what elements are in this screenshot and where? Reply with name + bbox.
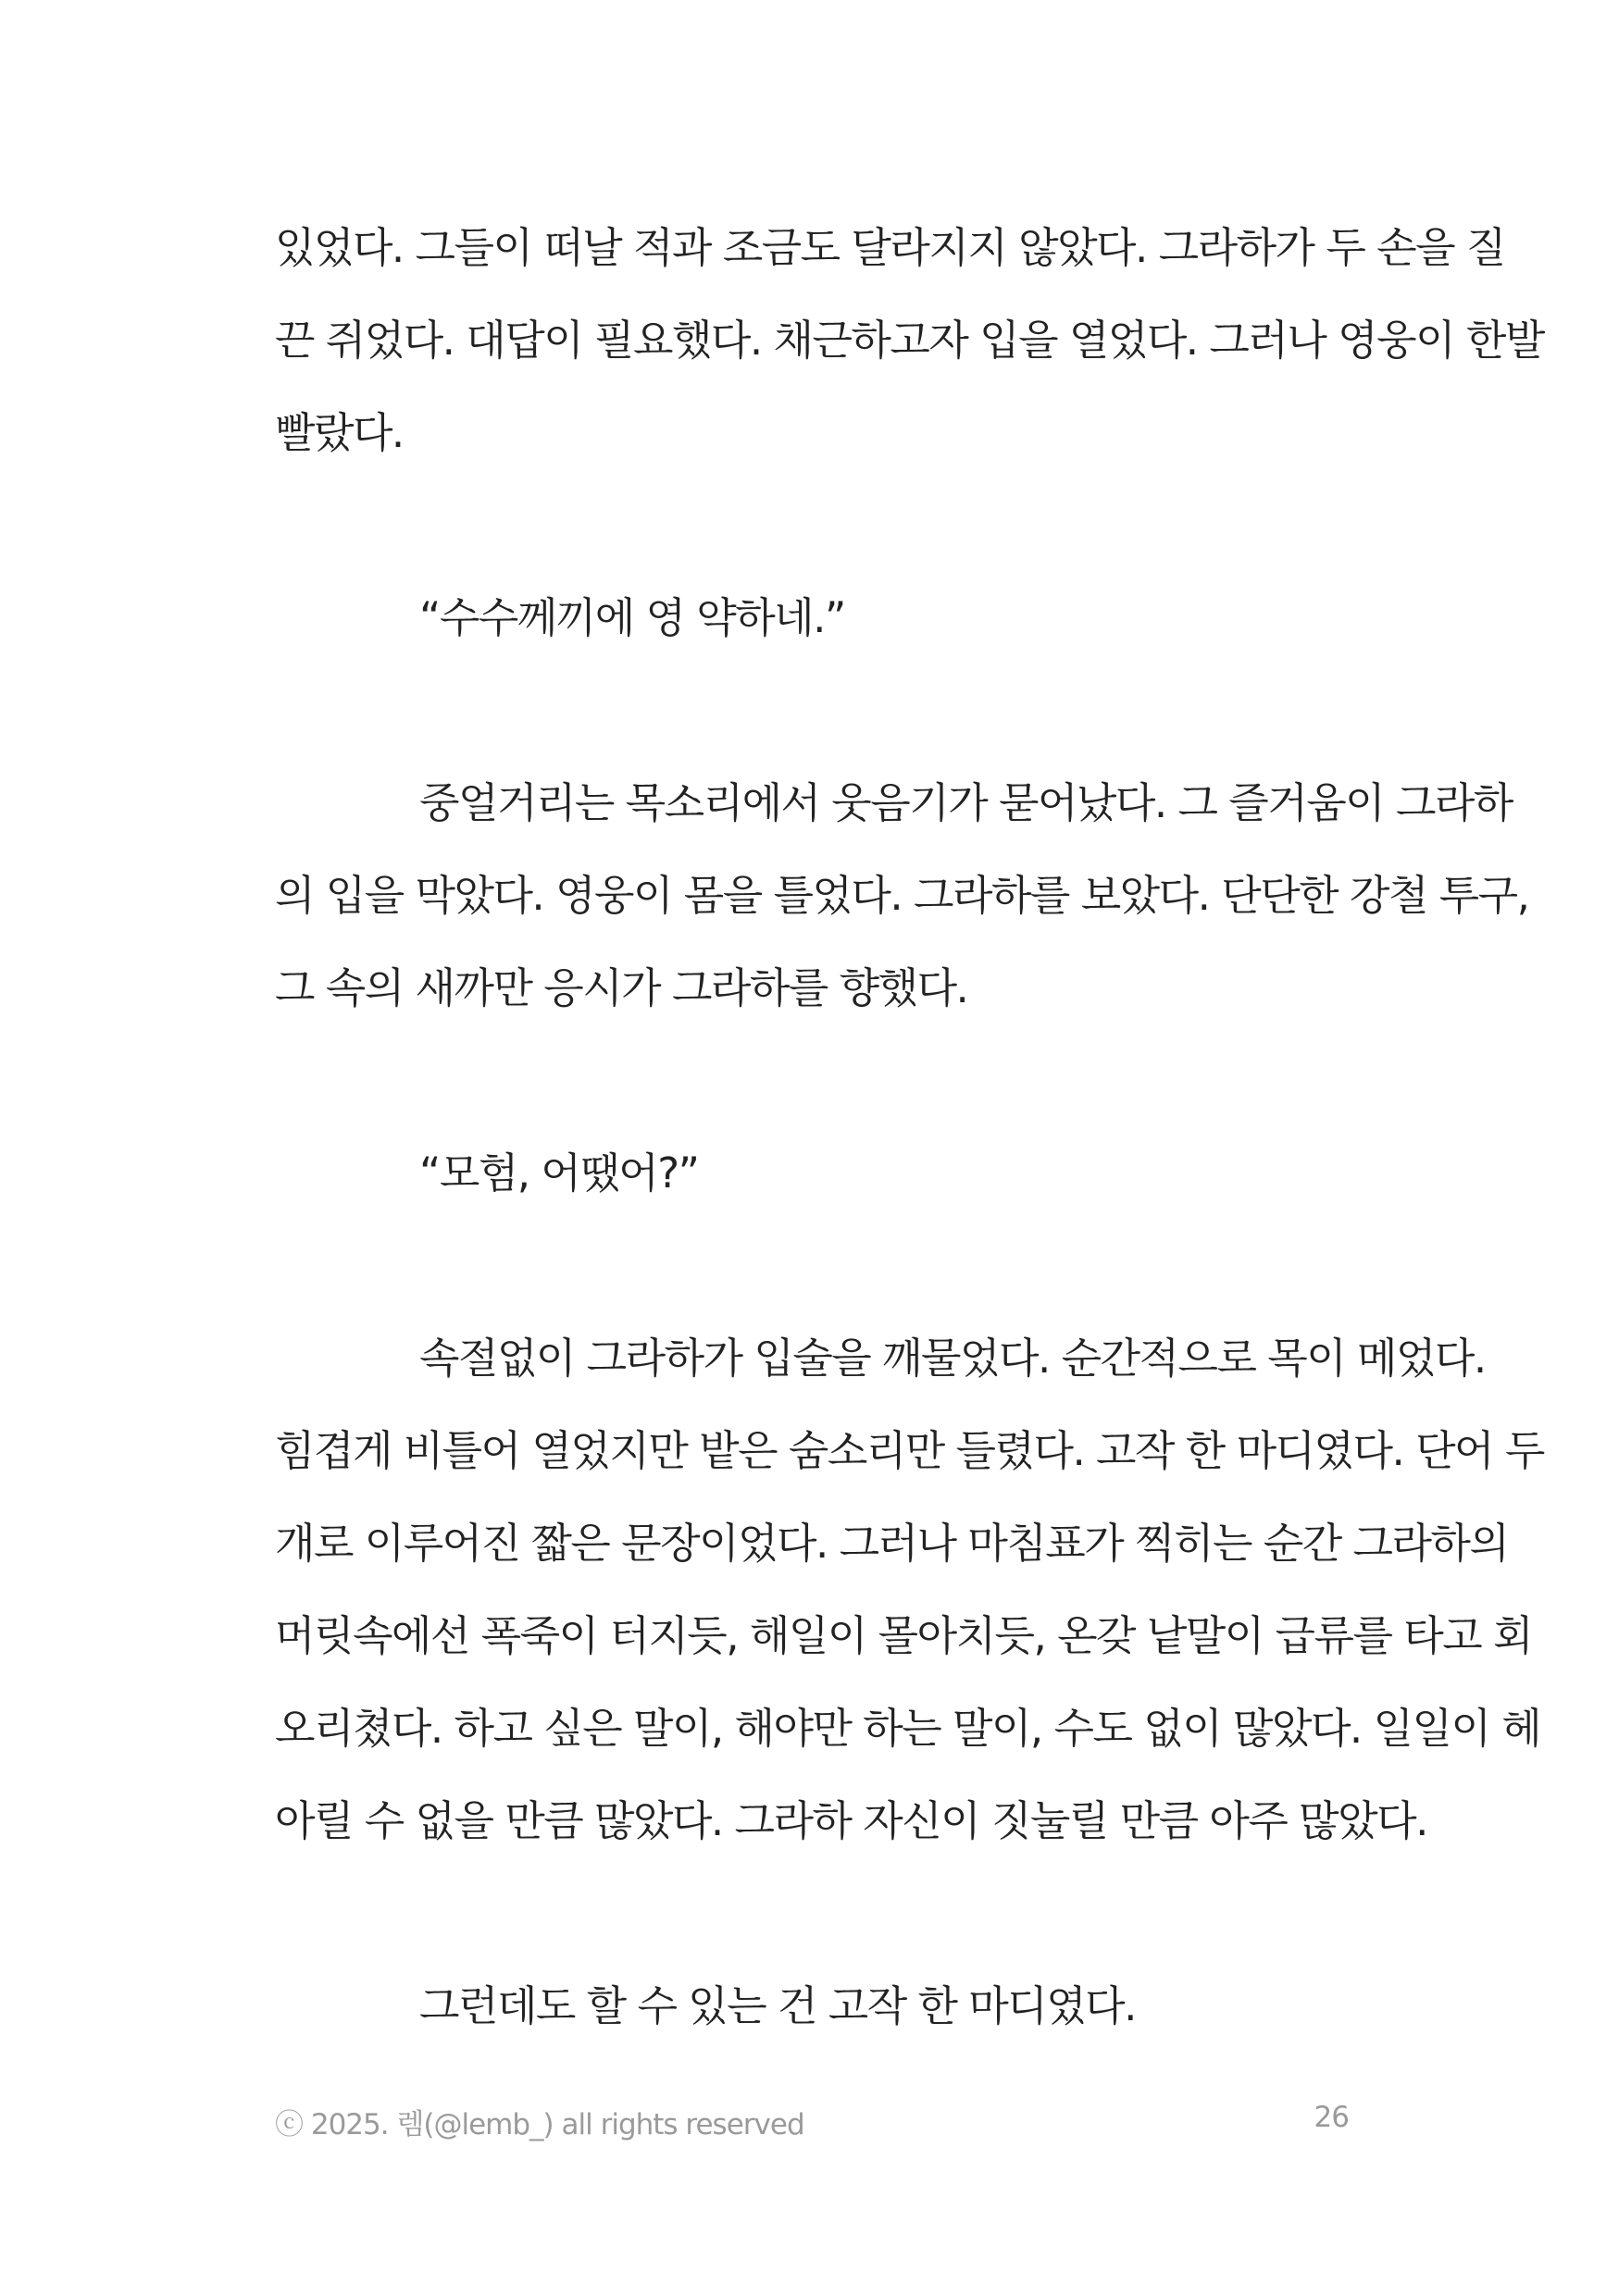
text-line: 힘겹게 비틀어 열었지만 밭은 숨소리만 들렸다. 고작 한 마디였다. 단어 두: [275, 1426, 1544, 1475]
paragraph: [275, 1960, 1349, 2053]
text-line: 그런데도 할 수 있는 건 고작 한 마디였다.: [419, 1981, 1136, 2030]
text-line: 아릴 수 없을 만큼 많았다. 그라하 자신이 짓눌릴 만큼 아주 많았다.: [275, 1796, 1427, 1845]
page-number: 26: [1314, 2101, 1349, 2134]
text-line: 빨랐다.: [275, 408, 404, 457]
text-line: 오리쳤다. 하고 싶은 말이, 해야만 하는 말이, 수도 없이 많았다. 일일이 헤: [275, 1704, 1541, 1753]
text-line: 머릿속에선 폭죽이 터지듯, 해일이 몰아치듯, 온갖 낱말이 급류를 타고 회: [275, 1611, 1532, 1660]
text-line: 의 입을 막았다. 영웅이 몸을 틀었다. 그라하를 보았다. 단단한 강철 투구,: [275, 871, 1529, 920]
text-line: “모험, 어땠어?”: [419, 1148, 699, 1198]
body-text: [275, 202, 1544, 2053]
text-line: 끈 쥐었다. 대답이 필요했다. 채근하고자 입을 열었다. 그러나 영웅이 한발: [275, 316, 1544, 365]
text-line: 속절없이 그라하가 입술을 깨물었다. 순간적으로 목이 메었다.: [419, 1334, 1486, 1383]
text-line: “수수께끼에 영 약하네.”: [419, 593, 845, 642]
text-line: 개로 이루어진 짧은 문장이었다. 그러나 마침표가 찍히는 순간 그라하의: [275, 1519, 1509, 1568]
text-line: 그 속의 새까만 응시가 그라하를 향했다.: [275, 963, 968, 1012]
text-line: 있었다. 그들이 떠날 적과 조금도 달라지지 않았다. 그라하가 두 손을 질: [275, 223, 1505, 272]
paragraph: [275, 1312, 1544, 1868]
paragraph: [275, 757, 1529, 1035]
paragraph: [275, 202, 1544, 479]
text-line: 중얼거리는 목소리에서 웃음기가 묻어났다. 그 즐거움이 그라하: [419, 778, 1513, 827]
dialogue-paragraph: [275, 1127, 1349, 1220]
dialogue-paragraph: [275, 572, 1349, 664]
copyright-notice: ⓒ 2025. 렘(@lemb_) all rights reserved: [275, 2108, 804, 2141]
page-footer: [275, 2101, 1349, 2147]
